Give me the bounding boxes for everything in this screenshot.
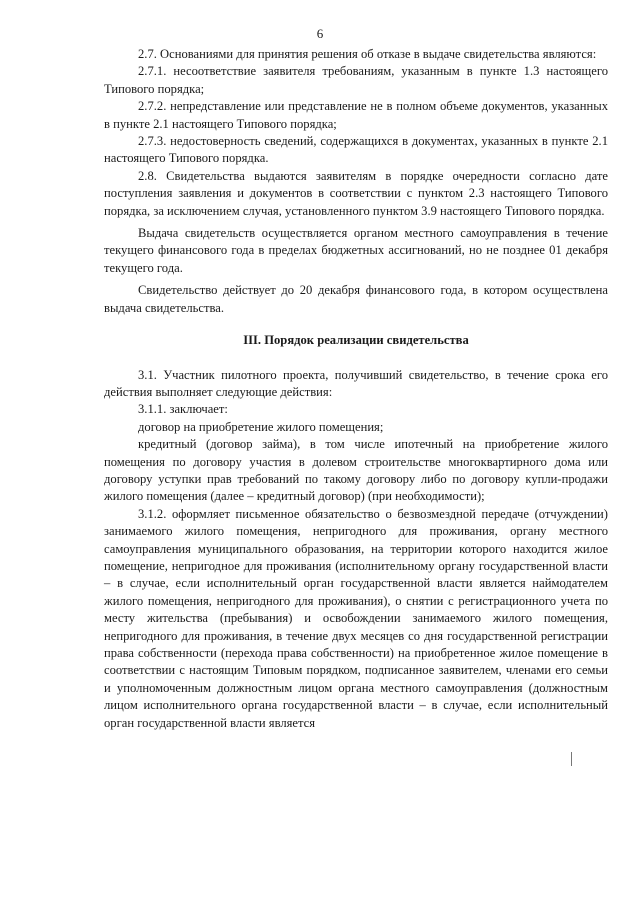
page-number: 6 — [316, 26, 324, 41]
paragraph-2-7-2: 2.7.2. непредставление или представление не в полном объеме документов, указанных в пункте 2.1 настоящего Типового порядка; — [104, 99, 608, 131]
paragraph-3-1-2: 3.1.2. оформляет письменное обязательство о безвозмездной передаче (отчуждении) занимаемого жилого помещения, непригодного для проживания, органу местного самоуправления муниципального образования, на территории которого находится жилое помещение, непригодное для проживания (исполнительному органу государственной власти – в случае, если исполнительный орган государственной власти является наймодателем жилого помещения, непригодного для проживания), о снятии с регистрационного учета по месту жительства (пребывания) и освобождении занимаемого жилого помещения, непригодного для проживания, в течение двух месяцев со дня государственной регистрации права собственности (перехода права собственности) на приобретенное жилое помещение в соответствии с настоящим Типовым порядком, подписанное заявителем, членами его семьи и уполномоченным должностным лицом органа местного самоуправления (должностным лицом исполнительного органа государственной власти – в случае, если исполнительный орган государственной власти является — [104, 506, 608, 730]
paragraph-purchase-contract: договор на приобретение жилого помещения; — [138, 419, 384, 434]
page-body — [104, 46, 608, 732]
paragraph-issuance-term: Выдача свидетельств осуществляется органом местного самоуправления в течение текущего финансового года в пределах бюджетных ассигнований, но не позднее 01 декабря текущего года. — [104, 226, 608, 275]
paragraph-2-7: 2.7. Основаниями для принятия решения об отказе в выдаче свидетельства являются: — [138, 47, 597, 61]
paragraph-2-8: 2.8. Свидетельства выдаются заявителям в порядке очередности согласно дате поступления заявления и документов в соответствии с пунктом 2.3 настоящего Типового порядка, за исключением случая, установленного пунктом 3.9 настоящего Типового порядка. — [104, 168, 608, 218]
paragraph-validity: Свидетельство действует до 20 декабря финансового года, в котором осуществлена выдача свидетельства. — [104, 283, 608, 315]
paragraph-2-7-3: 2.7.3. недостоверность сведений, содержащихся в документах, указанных в пункте 2.1 настоящего Типового порядка. — [104, 134, 608, 166]
paragraph-2-7-1: 2.7.1. несоответствие заявителя требованиям, указанным в пункте 1.3 настоящего Типового порядка; — [104, 64, 608, 96]
scan-artifact-line — [571, 752, 572, 766]
paragraph-3-1-1: 3.1.1. заключает: — [138, 402, 228, 417]
paragraph-credit-contract: кредитный (договор займа), в том числе ипотечный на приобретение жилого помещения по договору участия в долевом строительстве многоквартирного дома или договору уступки прав требований по такому договору либо по договору купли-продажи жилого помещения (далее – кредитный договор) (при необходимости); — [104, 437, 608, 504]
section-heading: III. Порядок реализации свидетельства — [243, 333, 469, 348]
paragraph-3-1: 3.1. Участник пилотного проекта, получивший свидетельство, в течение срока его действия выполняет следующие действия: — [104, 367, 608, 399]
